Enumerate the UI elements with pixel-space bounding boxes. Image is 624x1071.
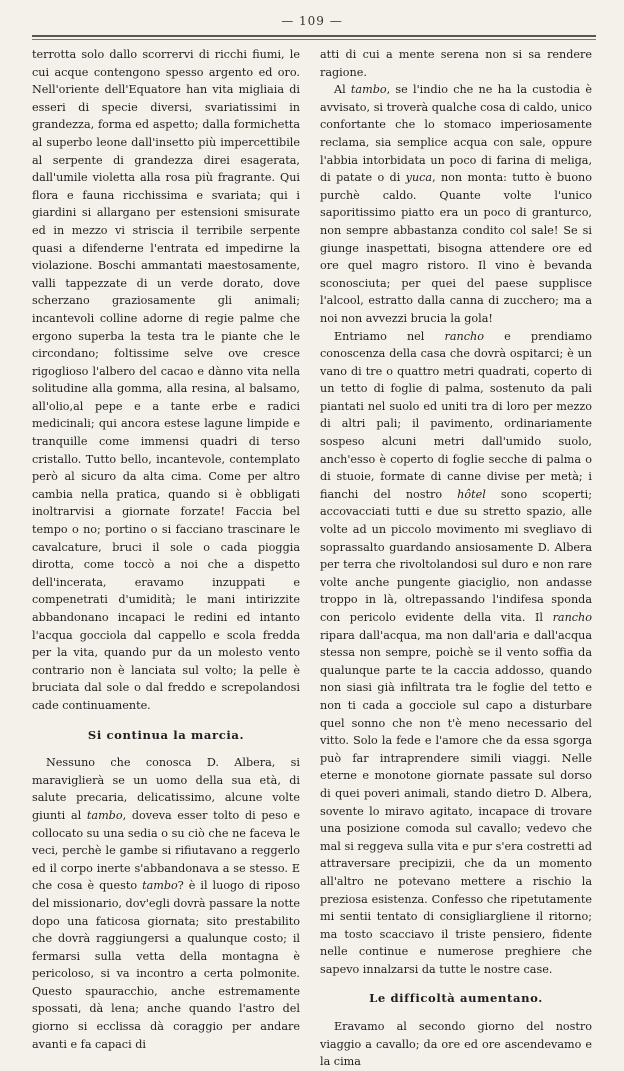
paragraph: [32, 754, 300, 1053]
section-heading: Si continua la marcia.: [87, 727, 245, 742]
section-heading: Le difficoltà aumentano.: [369, 991, 543, 1006]
text-run: Nessuno che conosca D. Albera, si maraviglierà se un uomo della sua età, di salute precaria, delicatissimo, alcune volte giunti al: [32, 756, 300, 822]
text-run: Entriamo nel: [334, 329, 445, 343]
header-rule: [32, 35, 596, 37]
text-run: Al: [334, 83, 351, 97]
text-run: sono scoperti; accovacciati tutti e due su stretto spazio, alle volte ad un piccolo movimento mi svegliavo di soprassalto guardando ansiosamente D. Albera per terra che rivoltolandosi sul duro e non rare volte anche pungente giaciglio, non andasse troppo in là, oltrepassando l'indifesa sponda con pericolo evidente della vita. Il: [320, 487, 592, 624]
italic-term: rancho: [444, 329, 484, 343]
paragraph: [320, 328, 592, 979]
text-run: , doveva esser tolto di peso e collocato su una sedia o su ciò che ne faceva le veci, perchè le gambe si rifiutavano a reggerlo ed il corpo inerte s'abbandonava a se stesso. E che cosa è questo: [32, 808, 300, 893]
text-run: ripara dall'acqua, ma non dall'aria e dall'acqua stessa non sempre, poichè se il vento soffia da qualunque parte te la caccia addosso, quando non siasi già infiltrata tra le foglie del tetto e non ti cada a gocciole sul capo a disturbare quel sonno che non t'è meno necessario del vitto. Solo la fede e l'amore che da essa sgorga può far intraprendere simili viaggi. Nelle eterne e monotone giornate passate sul dorso di quei poveri animali, stando dietro D. Albera, sovente lo miravo agitato, incapace di trovare una posizione comoda sul cavallo; vedevo che mal si reggeva sulla vita e pur s'era costretti ad attraversare precipizii, che da un momento all'altro ne potevano mettere a rischio la preziosa esistenza. Confesso che ripetutamente mi sentii tentato di consigliargliene il ritorno; ma tosto scacciavo il triste pensiero, fidente nelle continue e numerose preghiere che sapevo innalzarsi da tutte le nostre case.: [320, 628, 592, 976]
header-rule-thin: [32, 39, 596, 40]
italic-term: hôtel: [457, 487, 486, 501]
text-run: e prendiamo conoscenza della casa che dovrà ospitarci; è un vano di tre o quattro metri quadrati, coperto di un tetto di foglie di palma, sostenuto da pali piantati nel suolo ed uniti tra di loro per mezzo di altri pali; il pavimento, ordinariamente sospeso alcuni metri dall'umido suolo, anch'esso è coperto di foglie secche di palma o di stuoie, formate di canne divise per metà; i fianchi del nostro: [320, 329, 592, 501]
left-column: [32, 46, 300, 1053]
italic-term: rancho: [552, 611, 592, 624]
right-column: [320, 46, 592, 1071]
italic-term: yuca: [405, 171, 433, 185]
italic-term: tambo: [350, 83, 387, 97]
italic-term: tambo: [142, 879, 178, 893]
text-run: , se l'indio che ne ha la custodia è avvisato, si troverà qualche cosa di caldo, unico confortante che lo stomaco imperiosamente reclama, sia semplice acqua con sale, oppure l'abbia intorbidata un poco di farina di meliga, di patate o di: [320, 83, 592, 185]
paragraph: atti di cui a mente serena non si sa rendere ragione.: [320, 48, 592, 79]
text-run: ? è il luogo di riposo del missionario, dov'egli dovrà passare la notte dopo una faticosa giornata; sito prestabilito che dovrà raggiungersi a qualunque costo; il fermarsi sulla vetta della montagna è pericoloso, si va incontro a certa polmonite. Questo spauracchio, anche estremamente spossati, dà lena; anche quando l'astro del giorno si ecclissa dà coraggio per andare avanti e fa capaci di: [32, 879, 300, 1051]
paragraph: [320, 81, 592, 327]
paragraph: terrotta solo dallo scorrervi di ricchi fiumi, le cui acque contengono spesso argento ed oro. Nell'oriente dell'Equatore han vita migliaia di esseri di specie diversi, svariatissimi in grandezza, forma ed aspetto; dalla formichetta al superbo leone dall'insetto più impercettibile al serpente di grandezza direi esagerata, dall'umile violetta alla rosa più fragrante. Qui flora e fauna ricchissima e svariata; qui i giardini si allargano per estensioni smisurate ed in mezzo vi striscia il terribile serpente quasi a difenderne l'entrata ed impedirne la violazione. Boschi ammantati maestosamente, valli tappezzate di un verde dorato, dove scherzano graziosamente gli animali; incantevoli colline adorne di regie palme che ergono superba la testa tra le piante che le circondano; foltissime selve ove cresce rigoglioso l'albero del cacao e dànno vita nella solitudine alla gomma, alla resina, al balsamo, all'olio,al pepe e a tante erbe e radici medicinali; qui ancora estese lagune limpide e tranquille come immensi quadri di terso cristallo. Tutto bello, incantevole, contemplato però al sicuro da alta cima. Come per altro cambia nella pratica, quando si è obbligati inoltrarvisi a giornate forzate! Faccia bel tempo o no; portino o si facciano trascinare le cavalcature, bruci il sole o cada pioggia dirotta, come toccò a noi che a dispetto dell'incerata, eravamo inzuppati e compenetrati d'umidità; le mani intirizzite abbandonano incapaci le redini ed intanto l'acqua gocciola dal cappello e scola fredda per la vita, quando pur da un molesto vento contrario non è lanciata sul volto; la pelle è bruciata dal sole o dal freddo e screpolandosi cade continuamente.: [32, 48, 300, 712]
text-run: , non monta: tutto è buono purchè caldo. Quante volte l'unico saporitissimo piatto era un poco di granturco, non sempre abbastanza condito col sale! Se si giunge inaspettati, bisogna attendere ore ed ore quel magro ristoro. Il vino è bevanda sconosciuta; per quei del paese supplisce l'alcool, estratto dalla canna di zucchero; ma a noi non avvezzi brucia la gola!: [320, 171, 592, 325]
italic-term: tambo: [86, 808, 123, 822]
paragraph: Eravamo al secondo giorno del nostro viaggio a cavallo; da ore ed ore ascendevamo e la cima: [320, 1020, 592, 1069]
page-number: — 109 —: [281, 14, 343, 28]
